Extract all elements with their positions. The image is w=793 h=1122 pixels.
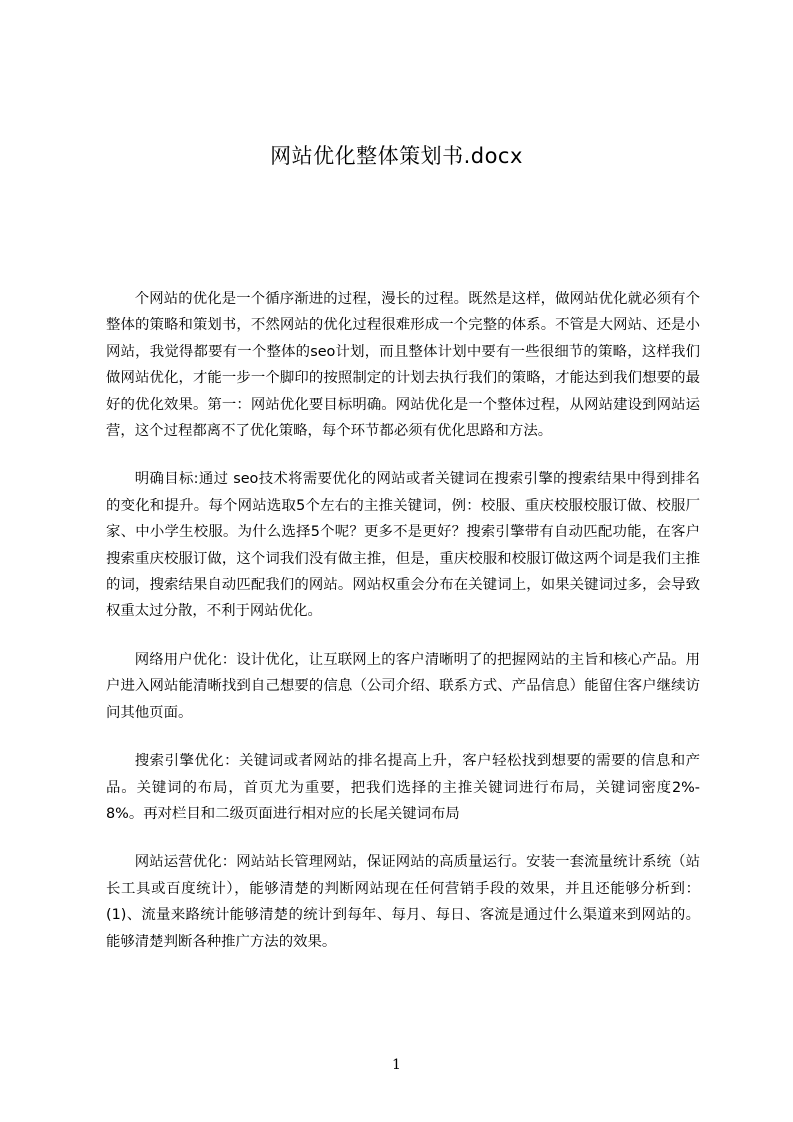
paragraph-clear-goal: 明确目标:通过 seo技术将需要优化的网站或者关键词在搜索引擎的搜索结果中得到排名的变化和提升。每个网站选取5个左右的主推关键词，例：校服、重庆校服校服订做、校服厂家、中小学生校服。为什么选择5个呢？更多不是更好？搜索引擎带有自动匹配功能，在客户搜索重庆校服订做，这个词我们没有做主推，但是，重庆校服和校服订做这两个词是我们主推的词，搜索结果自动匹配我们的网站。网站权重会分布在关键词上，如果关键词过多，会导致权重太过分散，不利于网站优化。 xyxy=(106,471,700,620)
paragraph-search-engine-optimization: 搜索引擎优化：关键词或者网站的排名提高上升，客户轻松找到想要的需要的信息和产品。关键词的布局，首页尤为重要，把我们选择的主推关键词进行布局，关键词密度2%-8%。再对栏目和二级页面进行相对应的长尾关键词布局 xyxy=(106,753,700,822)
document-body xyxy=(106,286,700,975)
page-number: 1 xyxy=(392,1057,401,1073)
paragraph-intro: 个网站的优化是一个循序渐进的过程，漫长的过程。既然是这样，做网站优化就必须有个整体的策略和策划书，不然网站的优化过程很难形成一个完整的体系。不管是大网站、还是小网站，我觉得都要有一个整体的seo计划，而且整体计划中要有一些很细节的策略，这样我们做网站优化，才能一步一个脚印的按照制定的计划去执行我们的策略，才能达到我们想要的最好的优化效果。第一：网站优化要目标明确。网站优化是一个整体过程，从网站建设到网站运营，这个过程都离不了优化策略，每个环节都必须有优化思路和方法。 xyxy=(106,291,700,440)
document-title: 网站优化整体策划书.docx xyxy=(270,144,523,168)
paragraph-operation-optimization: 网站运营优化：网站站长管理网站，保证网站的高质量运行。安装一套流量统计系统（站长工具或百度统计），能够清楚的判断网站现在任何营销手段的效果，并且还能够分析到：(1)、流量来路统计能够清楚的统计到每年、每月、每日、客流是通过什么渠道来到网站的。能够清楚判断各种推广方法的效果。 xyxy=(106,854,700,950)
paragraph-user-optimization: 网络用户优化：设计优化，让互联网上的客户清晰明了的把握网站的主旨和核心产品。用户进入网站能清晰找到自己想要的信息（公司介绍、联系方式、产品信息）能留住客户继续访问其他页面。 xyxy=(106,651,700,721)
